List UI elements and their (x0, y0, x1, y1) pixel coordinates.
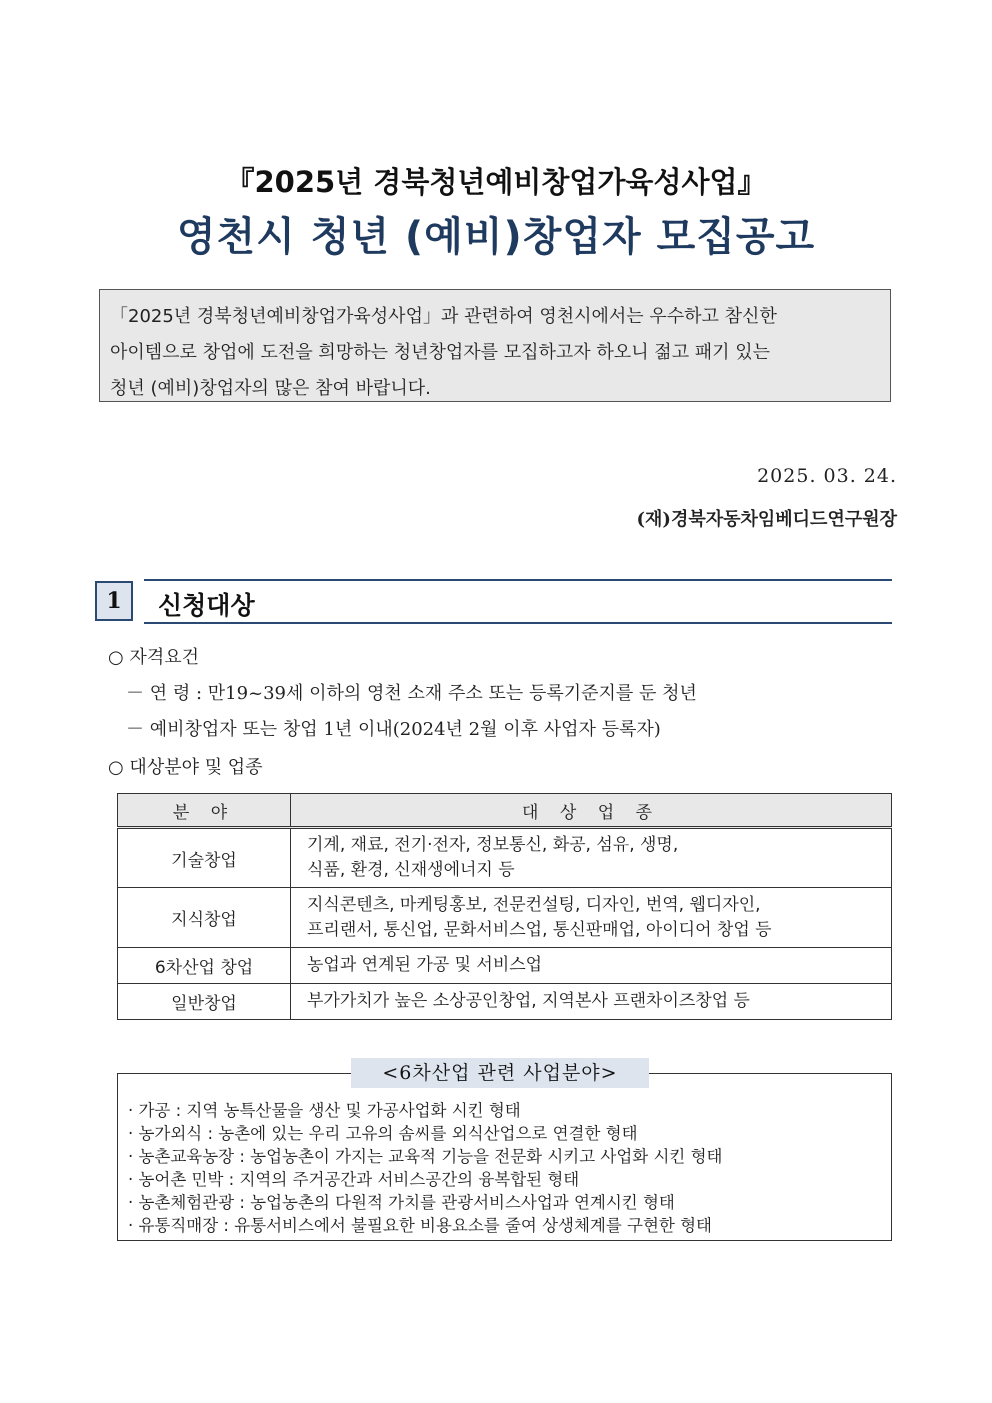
sixth-industry-item: · 농가외식 : 농촌에 있는 우리 고유의 솜씨를 외식산업으로 연결한 형태 (128, 1124, 638, 1143)
table-cell-industry (291, 828, 892, 888)
table-cell-industry (291, 888, 892, 948)
table-cell-category: 기술창업 (118, 828, 291, 888)
section-divider-bottom (144, 622, 892, 624)
table-row (118, 948, 892, 984)
intro-line: 아이템으로 창업에 도전을 희망하는 청년창업자를 모집하고자 하오니 젊고 패기 있는 (110, 342, 771, 363)
table-row (118, 888, 892, 948)
sixth-industry-item: · 농촌교육농장 : 농업농촌이 가지는 교육적 기능을 전문화 시키고 사업화 시킨 형태 (128, 1147, 723, 1166)
fields-heading: ○ 대상분야 및 업종 (108, 757, 263, 778)
table-header-industry: 대 상 업 종 (291, 794, 892, 828)
document-subtitle: 영천시 청년 (예비)창업자 모집공고 (176, 214, 816, 260)
industry-line: 기계, 재료, 전기·전자, 정보통신, 화공, 섬유, 생명, (307, 835, 679, 855)
industry-line: 지식콘텐츠, 마케팅홍보, 전문컨설팅, 디자인, 번역, 웹디자인, (307, 894, 761, 915)
qualification-item-age: － 연 령 : 만19~39세 이하의 영천 소재 주소 또는 등록기준지를 둔 청년 (126, 683, 697, 704)
section-title: 신청대상 (158, 591, 255, 620)
sixth-industry-item: · 가공 : 지역 농특산물을 생산 및 가공사업화 시킨 형태 (128, 1101, 521, 1120)
table-cell-category: 일반창업 (118, 984, 291, 1020)
section-divider-top (144, 579, 892, 581)
table-cell-category: 6차산업 창업 (118, 948, 291, 984)
table-row (118, 828, 892, 888)
industry-line: 농업과 연계된 가공 및 서비스업 (307, 955, 543, 975)
industry-line: 식품, 환경, 신재생에너지 등 (307, 860, 515, 880)
target-fields-table (117, 793, 892, 1020)
sixth-industry-item: · 농어촌 민박 : 지역의 주거공간과 서비스공간의 융복합된 형태 (128, 1170, 580, 1189)
table-cell-industry (291, 948, 892, 984)
table-cell-industry (291, 984, 892, 1020)
document-title: 『2025년 경북청년예비창업가육성사업』 (225, 165, 767, 199)
sixth-industry-item: · 유통직매장 : 유통서비스에서 불필요한 비용요소를 줄여 상생체계를 구현한 형태 (128, 1216, 712, 1235)
intro-line: 청년 (예비)창업자의 많은 참여 바랍니다. (110, 378, 431, 399)
industry-line: 프리랜서, 통신업, 문화서비스업, 통신판매업, 아이디어 창업 등 (307, 919, 772, 940)
industry-line: 부가가치가 높은 소상공인창업, 지역본사 프랜차이즈창업 등 (307, 991, 750, 1011)
sixth-industry-item: · 농촌체험관광 : 농업농촌의 다원적 가치를 관광서비스사업과 연계시킨 형태 (128, 1193, 675, 1212)
announcement-date: 2025. 03. 24. (757, 465, 897, 487)
sixth-industry-box-title: <6차산업 관련 사업분야> (351, 1058, 649, 1088)
organization-name: (재)경북자동차임베디드연구원장 (636, 509, 897, 530)
table-cell-category: 지식창업 (118, 888, 291, 948)
qualification-heading: ○ 자격요건 (108, 647, 199, 668)
qualification-item-startup: － 예비창업자 또는 창업 1년 이내(2024년 2월 이후 사업자 등록자) (126, 719, 661, 740)
intro-box (99, 289, 891, 402)
table-header-field: 분 야 (118, 794, 291, 828)
table-header-row (118, 794, 892, 828)
table-row (118, 984, 892, 1020)
intro-line: 「2025년 경북청년예비창업가육성사업」과 관련하여 영천시에서는 우수하고 참신한 (110, 306, 777, 327)
sixth-industry-box (117, 1073, 892, 1241)
section-number: 1 (95, 581, 133, 621)
